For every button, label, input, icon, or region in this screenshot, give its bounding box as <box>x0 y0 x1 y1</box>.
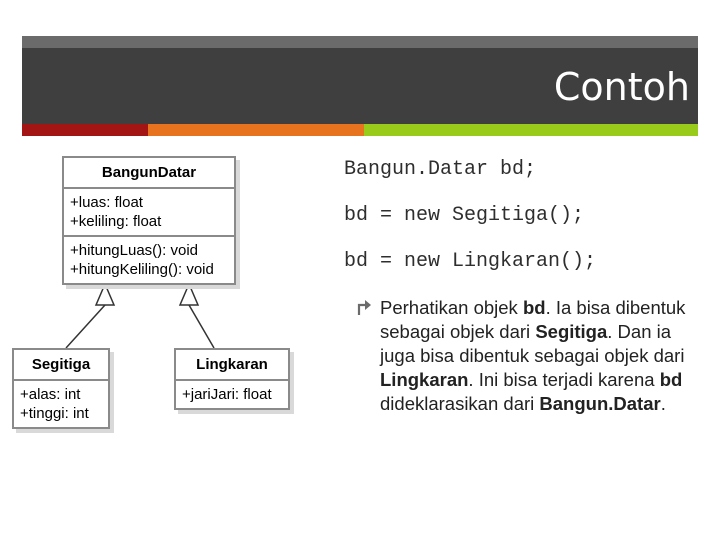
class-name: Segitiga <box>14 350 108 381</box>
title-top-strip <box>22 36 698 48</box>
attribute: +luas: float <box>70 194 143 211</box>
bullet-bold-bd: bd <box>522 297 546 318</box>
class-attributes <box>176 381 288 408</box>
arrow-head-lingkaran <box>180 284 198 305</box>
class-attributes <box>14 381 108 427</box>
method: +hitungLuas(): void <box>70 242 198 259</box>
bullet-text-part: . Ini bisa terjadi karena <box>468 369 660 390</box>
bullet-item <box>356 296 686 416</box>
bullet-bold-bd: bd <box>659 369 683 390</box>
attribute: +jariJari: float <box>182 386 272 403</box>
class-name: BangunDatar <box>64 158 234 189</box>
bullet-bold-bangundatar: Bangun.Datar <box>539 393 661 414</box>
bullet-bold-segitiga: Segitiga <box>535 321 608 342</box>
attribute: +keliling: float <box>70 213 162 230</box>
accent-bar-orange <box>148 124 364 136</box>
accent-bar-green <box>364 124 698 136</box>
uml-class-bangundatar <box>62 156 236 285</box>
uml-class-lingkaran <box>174 348 290 410</box>
arrow-line-lingkaran <box>189 305 214 348</box>
bullet-bold-lingkaran: Lingkaran <box>380 369 469 390</box>
bullet-text-part: dideklarasikan dari <box>380 393 540 414</box>
accent-bar-red <box>22 124 148 136</box>
bullet-text-part: . <box>660 393 666 414</box>
attribute: +tinggi: int <box>20 405 89 422</box>
uml-class-segitiga <box>12 348 110 429</box>
code-line-3: bd = new Lingkaran(); <box>344 250 597 273</box>
slide-title: Contoh <box>553 65 690 109</box>
title-bar <box>22 36 698 124</box>
bullet-text <box>380 296 686 416</box>
class-attributes <box>64 189 234 235</box>
code-line-1: Bangun.Datar bd; <box>344 158 537 181</box>
class-name: Lingkaran <box>176 350 288 381</box>
bullet-text-part: Perhatikan objek <box>380 297 523 318</box>
bullet-text-part: . Dan ia juga bisa dibentuk sebagai objek dari <box>380 321 685 366</box>
arrow-head-segitiga <box>96 284 114 305</box>
arrow-line-segitiga <box>66 305 105 348</box>
attribute: +alas: int <box>20 386 81 403</box>
method: +hitungKeliling(): void <box>70 261 214 278</box>
class-methods <box>64 235 234 283</box>
code-line-2: bd = new Segitiga(); <box>344 204 585 227</box>
corner-arrow-bullet-icon <box>356 298 372 316</box>
bullet-text-part: . Ia bisa dibentuk sebagai objek dari <box>380 297 686 342</box>
